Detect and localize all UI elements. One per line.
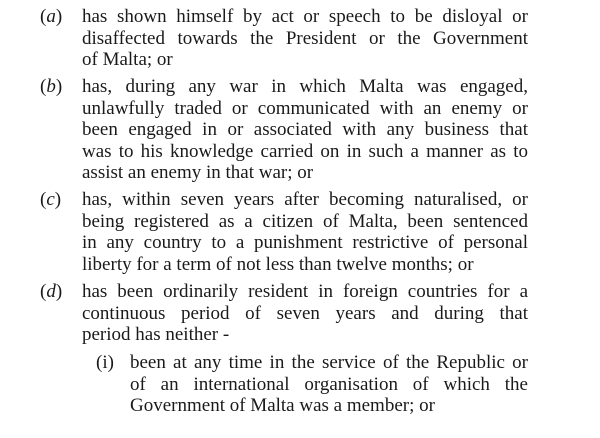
- clause-line: continuous period of seven years and during that: [82, 302, 528, 324]
- clause-d-label: (d): [40, 281, 63, 302]
- clause-line: of Malta; or: [82, 49, 173, 71]
- clause-line: has been ordinarily resident in foreign countries for a: [82, 281, 528, 302]
- clause-line: unlawfully traded or communicated with an enemy or: [82, 97, 528, 119]
- clause-c-text: [82, 189, 528, 275]
- clause-line: of an international organisation of which the: [130, 373, 528, 395]
- clause-line: disaffected towards the President or the Government: [82, 27, 528, 49]
- clause-a-label: (a): [40, 6, 63, 27]
- clause-line: was to his knowledge carried on in such a manner as to: [82, 140, 528, 162]
- clause-d-text: [82, 281, 528, 346]
- subclause-i-text: [130, 352, 528, 417]
- clause-line: been engaged in or associated with any business that: [82, 119, 528, 141]
- clause-line: has shown himself by act or speech to be disloyal or: [82, 6, 528, 27]
- clause-line: has, within seven years after becoming naturalised, or: [82, 189, 528, 210]
- clause-a-text: [82, 6, 528, 71]
- clause-line: been at any time in the service of the Republic or: [130, 352, 528, 373]
- clause-b-text: [82, 76, 528, 184]
- clause-line: Government of Malta was a member; or: [130, 395, 435, 417]
- clause-line: period has neither -: [82, 324, 230, 346]
- clause-b-label: (b): [40, 76, 63, 97]
- clause-line: assist an enemy in that war; or: [82, 162, 314, 184]
- clause-c-label: (c): [40, 189, 62, 210]
- clause-line: liberty for a term of not less than twelve months; or: [82, 253, 474, 275]
- subclause-i-label: (i): [96, 352, 114, 373]
- clause-line: in any country to a punishment restrictive of personal: [82, 232, 528, 254]
- clause-line: being registered as a citizen of Malta, been sentenced: [82, 210, 528, 232]
- clause-line: has, during any war in which Malta was engaged,: [82, 76, 528, 97]
